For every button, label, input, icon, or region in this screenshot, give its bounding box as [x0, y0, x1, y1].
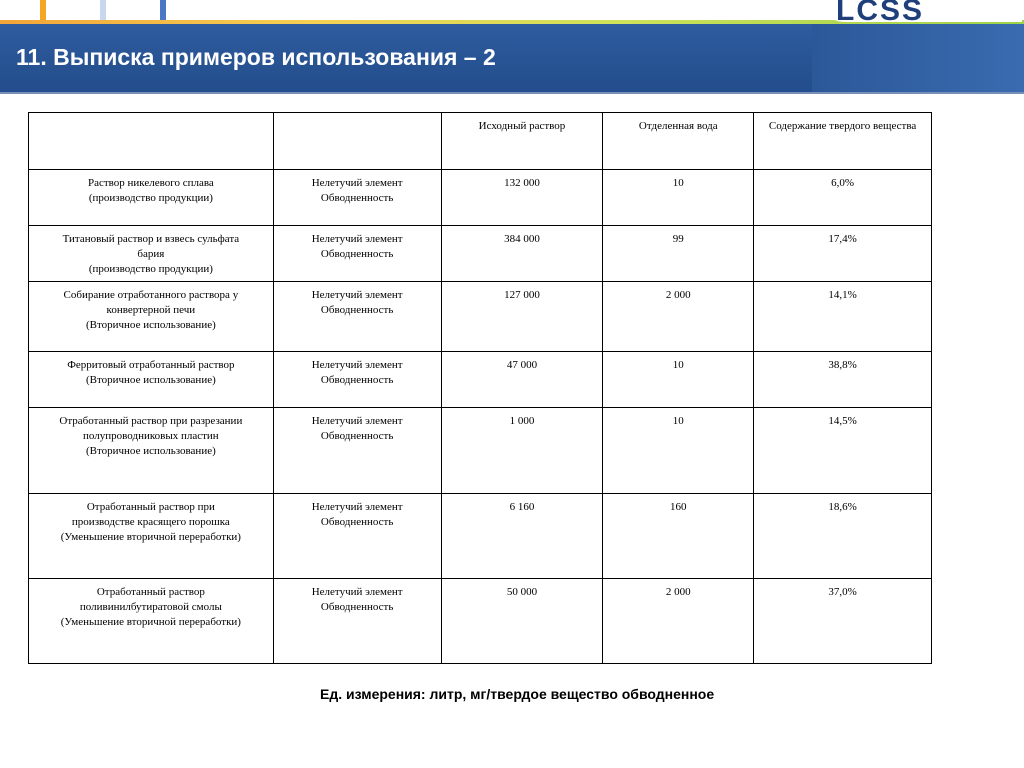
cell-type-line: Обводненность — [320, 430, 394, 442]
usage-table — [28, 112, 932, 664]
table-row — [29, 408, 932, 494]
table-row — [29, 352, 932, 408]
cell-type-line: Нелетучий элемент — [311, 233, 403, 245]
cell-name-line: Отработанный раствор при — [86, 501, 215, 513]
cell-type-line: Нелетучий элемент — [311, 359, 403, 371]
cell-name-line: (Вторичное использование) — [85, 445, 216, 457]
cell-name-line: Раствор никелевого сплава — [87, 177, 214, 189]
cell-name — [29, 170, 274, 226]
cell-name-line: производстве красящего порошка — [71, 516, 230, 528]
header-cell — [29, 113, 274, 170]
cell-source: 47 000 — [441, 352, 603, 408]
cell-name — [29, 352, 274, 408]
cell-name-line: Отработанный раствор — [96, 586, 205, 598]
cell-name-line: Титановый раствор и взвесь сульфата — [62, 233, 240, 245]
cell-name-line: (Уменьшение вторичной переработки) — [60, 616, 241, 628]
logo-text: LCSS — [836, 0, 925, 27]
cell-solid: 14,1% — [754, 282, 932, 352]
cell-name-line: (производство продукции) — [88, 263, 213, 275]
table-row — [29, 494, 932, 579]
cell-type-line: Обводненность — [320, 304, 394, 316]
table-header-row — [29, 113, 932, 170]
cell-name — [29, 282, 274, 352]
cell-source: 50 000 — [441, 579, 603, 664]
cell-name-line: (Вторичное использование) — [85, 374, 216, 386]
cell-type-line: Обводненность — [320, 516, 394, 528]
cell-water: 99 — [603, 226, 754, 282]
cell-type-line: Обводненность — [320, 601, 394, 613]
table-row — [29, 170, 932, 226]
cell-name-line: полупроводниковых пластин — [83, 430, 219, 442]
header-cell — [273, 113, 441, 170]
cell-water: 10 — [603, 352, 754, 408]
decor-square — [160, 0, 166, 20]
units-footnote: Ед. измерения: литр, мг/твердое вещество обводненное — [320, 686, 715, 702]
cell-name — [29, 226, 274, 282]
cell-type — [273, 579, 441, 664]
cell-solid: 37,0% — [754, 579, 932, 664]
table-row — [29, 579, 932, 664]
cell-type-line: Нелетучий элемент — [311, 586, 403, 598]
cell-type — [273, 170, 441, 226]
table-row — [29, 226, 932, 282]
cell-name-line: поливинилбутиратовой смолы — [79, 601, 222, 613]
cell-solid: 18,6% — [754, 494, 932, 579]
cell-source: 384 000 — [441, 226, 603, 282]
cell-type-line: Нелетучий элемент — [311, 501, 403, 513]
cell-solid: 6,0% — [754, 170, 932, 226]
cell-name-line: Отработанный раствор при разрезании — [59, 415, 243, 427]
cell-name — [29, 408, 274, 494]
header-cell-source: Исходный раствор — [441, 113, 603, 170]
cell-solid: 14,5% — [754, 408, 932, 494]
cell-solid: 17,4% — [754, 226, 932, 282]
cell-name — [29, 494, 274, 579]
cell-water: 2 000 — [603, 579, 754, 664]
cell-name-line: (Вторичное использование) — [85, 319, 216, 331]
cell-source: 1 000 — [441, 408, 603, 494]
cell-type — [273, 226, 441, 282]
cell-water: 2 000 — [603, 282, 754, 352]
cell-type-line: Обводненность — [320, 374, 394, 386]
decor-square — [40, 0, 46, 20]
cell-name-line: (производство продукции) — [88, 192, 213, 204]
title-band-accent — [812, 24, 1024, 92]
cell-source: 6 160 — [441, 494, 603, 579]
cell-type-line: Обводненность — [320, 192, 394, 204]
cell-type — [273, 352, 441, 408]
cell-source: 127 000 — [441, 282, 603, 352]
header-cell-solid: Содержание твердого вещества — [754, 113, 932, 170]
cell-type-line: Нелетучий элемент — [311, 289, 403, 301]
table-row — [29, 282, 932, 352]
cell-type-line: Нелетучий элемент — [311, 177, 403, 189]
cell-name-line: Собирание отработанного раствора у — [63, 289, 239, 301]
cell-name-line: конвертерной печи — [106, 304, 196, 316]
cell-name-line: (Уменьшение вторичной переработки) — [60, 531, 241, 543]
cell-solid: 38,8% — [754, 352, 932, 408]
page-title: 11. Выписка примеров использования – 2 — [16, 44, 496, 70]
cell-type — [273, 494, 441, 579]
cell-type — [273, 282, 441, 352]
header-cell-water: Отделенная вода — [603, 113, 754, 170]
cell-source: 132 000 — [441, 170, 603, 226]
cell-type-line: Нелетучий элемент — [311, 415, 403, 427]
cell-type — [273, 408, 441, 494]
cell-water: 10 — [603, 170, 754, 226]
decor-square — [100, 0, 106, 20]
cell-type-line: Обводненность — [320, 248, 394, 260]
cell-water: 160 — [603, 494, 754, 579]
divider — [0, 92, 1024, 94]
cell-name-line: Ферритовый отработанный раствор — [67, 359, 235, 371]
cell-name-line: бария — [137, 248, 165, 260]
cell-water: 10 — [603, 408, 754, 494]
cell-name — [29, 579, 274, 664]
